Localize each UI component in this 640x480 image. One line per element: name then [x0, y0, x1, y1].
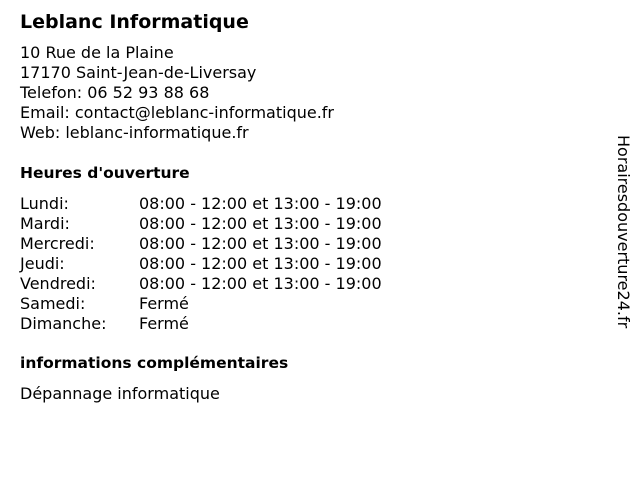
- time-value: 08:00 - 12:00 et 13:00 - 19:00: [139, 274, 382, 293]
- hours-row-saturday: [20, 294, 382, 314]
- day-label: Mardi:: [20, 214, 70, 233]
- opening-hours-table: [20, 194, 382, 334]
- opening-hours-heading: Heures d'ouverture: [20, 164, 190, 182]
- city-address: 17170 Saint-Jean-de-Liversay: [20, 63, 257, 82]
- time-value: 08:00 - 12:00 et 13:00 - 19:00: [139, 214, 382, 233]
- time-value: 08:00 - 12:00 et 13:00 - 19:00: [139, 254, 382, 273]
- hours-row-monday: [20, 194, 382, 214]
- phone-number[interactable]: Telefon: 06 52 93 88 68: [20, 83, 210, 102]
- business-name: Leblanc Informatique: [20, 11, 249, 33]
- hours-row-thursday: [20, 254, 382, 274]
- time-value: Fermé: [139, 294, 189, 313]
- time-value: 08:00 - 12:00 et 13:00 - 19:00: [139, 194, 382, 213]
- day-label: Jeudi:: [20, 254, 65, 273]
- hours-row-tuesday: [20, 214, 382, 234]
- hours-row-friday: [20, 274, 382, 294]
- day-label: Lundi:: [20, 194, 69, 213]
- street-address: 10 Rue de la Plaine: [20, 43, 174, 62]
- hours-row-sunday: [20, 314, 382, 334]
- additional-info-text: Dépannage informatique: [20, 384, 220, 403]
- day-label: Mercredi:: [20, 234, 95, 253]
- day-label: Vendredi:: [20, 274, 96, 293]
- website-link[interactable]: Web: leblanc-informatique.fr: [20, 123, 249, 142]
- day-label: Samedi:: [20, 294, 86, 313]
- time-value: 08:00 - 12:00 et 13:00 - 19:00: [139, 234, 382, 253]
- site-brand-vertical: Horairesdouverture24.fr: [614, 135, 633, 329]
- email-address[interactable]: Email: contact@leblanc-informatique.fr: [20, 103, 334, 122]
- day-label: Dimanche:: [20, 314, 107, 333]
- hours-row-wednesday: [20, 234, 382, 254]
- additional-info-heading: informations complémentaires: [20, 354, 289, 372]
- time-value: Fermé: [139, 314, 189, 333]
- contact-block: [20, 43, 334, 143]
